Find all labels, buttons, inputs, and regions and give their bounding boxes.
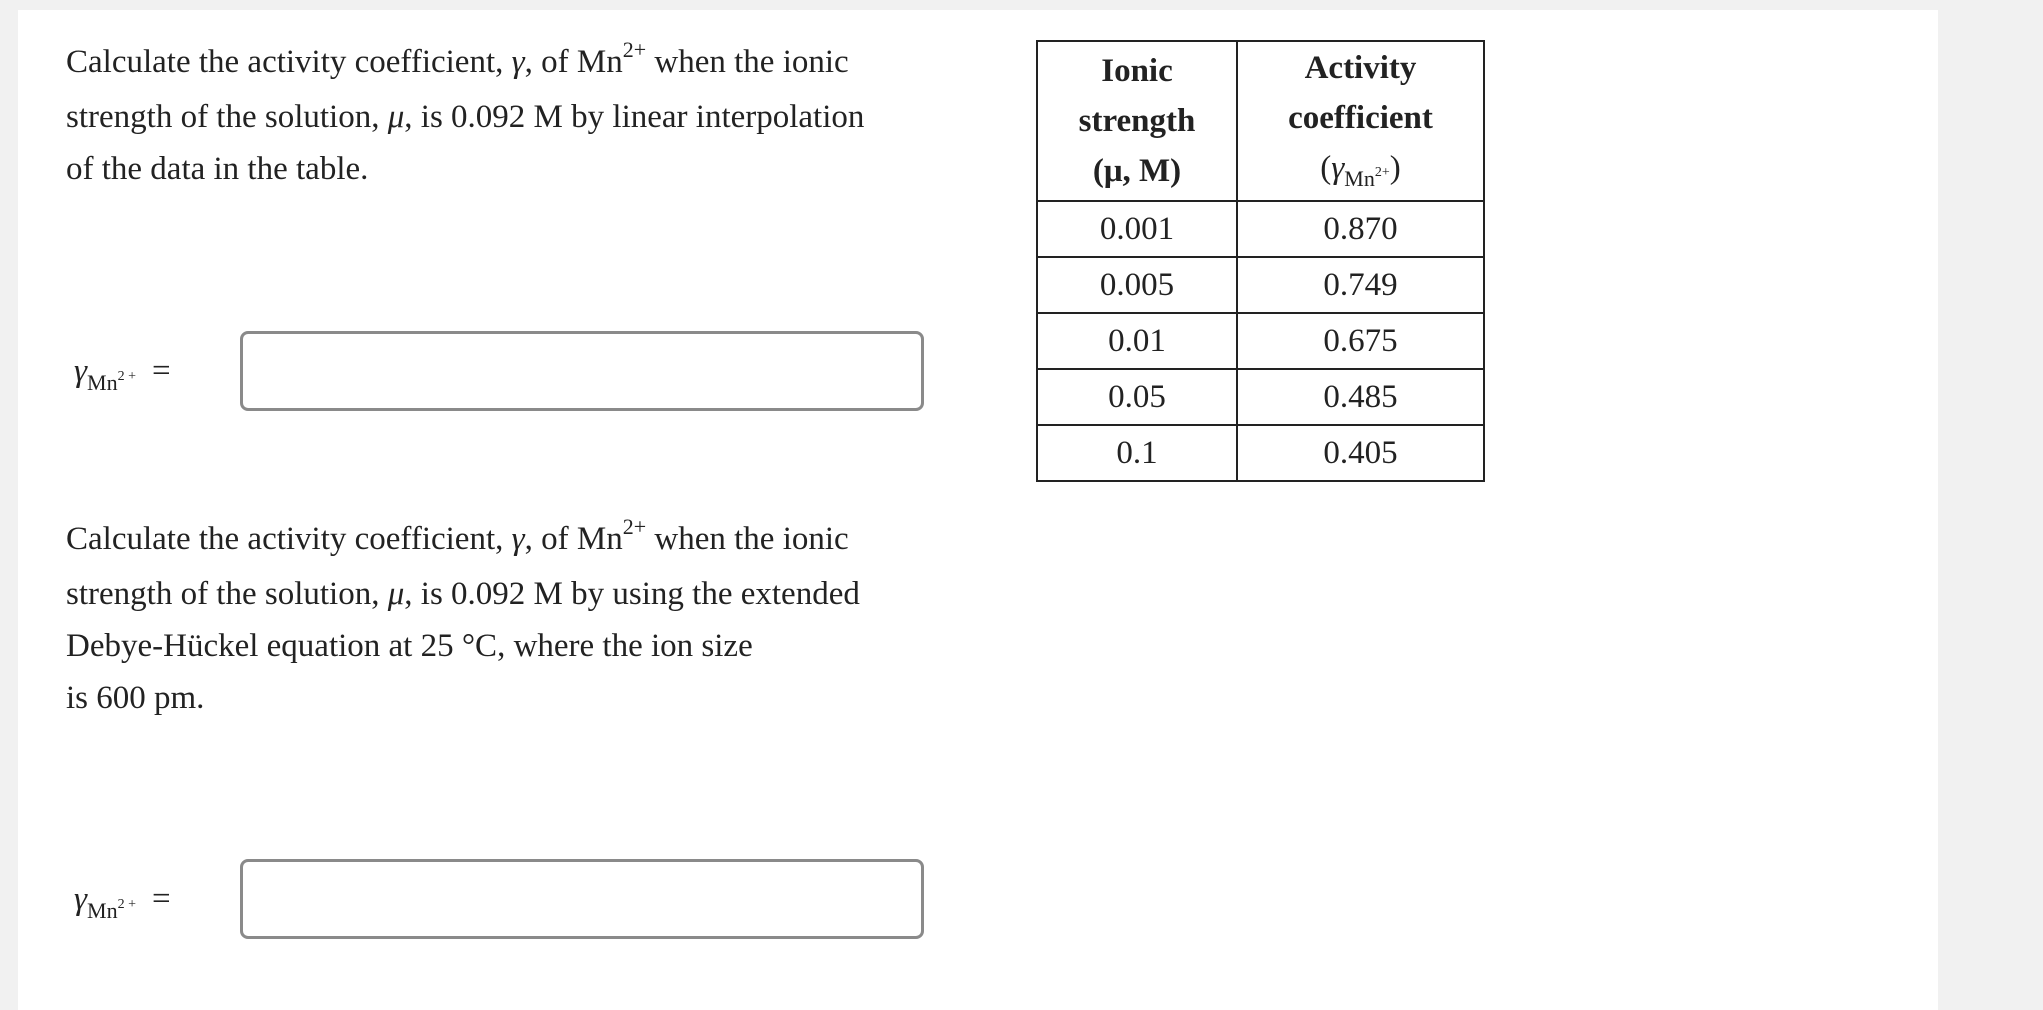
header-text: coefficient — [1288, 99, 1433, 136]
q2-text-part: Calculate the activity coefficient, — [66, 521, 512, 557]
gamma-symbol: γ — [511, 521, 525, 557]
cell-activity-coefficient: 0.485 — [1237, 369, 1484, 425]
charge-superscript: 2+ — [622, 514, 647, 539]
gamma-symbol: γ — [1331, 149, 1345, 186]
equals-sign: = — [151, 880, 171, 917]
gamma-symbol: γ — [511, 44, 525, 80]
question-2-line: Debye-Hückel equation at 25 °C, where the ion size — [66, 628, 753, 664]
q2-text-part: strength of the solution, — [66, 576, 388, 612]
activity-coefficient-table — [1036, 40, 1485, 482]
charge-superscript: 2+ — [1374, 164, 1390, 180]
equals-sign: = — [151, 352, 171, 389]
table-header-row — [1037, 41, 1484, 201]
header-text: Activity — [1304, 49, 1417, 86]
q1-text-part: Calculate the activity coefficient, — [66, 44, 512, 80]
answer-2-row — [74, 856, 924, 942]
question-2-line: is 600 pm. — [66, 680, 205, 716]
header-text: (μ, M) — [1092, 153, 1182, 189]
table-row — [1037, 313, 1484, 369]
answer-2-input[interactable] — [240, 859, 924, 939]
cell-ionic-strength: 0.01 — [1037, 313, 1237, 369]
question-card — [18, 10, 1938, 1010]
table-row — [1037, 425, 1484, 481]
question-2-line — [66, 513, 966, 568]
header-ionic-strength — [1037, 41, 1237, 201]
table-row — [1037, 369, 1484, 425]
q1-text-part: , is 0.092 M by linear interpolation — [404, 99, 865, 135]
cell-activity-coefficient: 0.405 — [1237, 425, 1484, 481]
question-1-text — [66, 36, 966, 195]
cell-activity-coefficient: 0.675 — [1237, 313, 1484, 369]
header-text: Ionic — [1101, 53, 1173, 89]
mu-symbol: μ — [387, 99, 405, 135]
cell-activity-coefficient: 0.749 — [1237, 257, 1484, 313]
question-1-line: of the data in the table. — [66, 151, 369, 187]
answer-1-input[interactable] — [240, 331, 924, 411]
gamma-symbol: γ — [74, 352, 88, 389]
charge-superscript: 2+ — [622, 37, 647, 62]
header-activity-coefficient — [1237, 41, 1484, 201]
mu-symbol: μ — [387, 576, 405, 612]
charge-superscript: 2 + — [117, 896, 136, 912]
subscript — [87, 370, 136, 395]
answer-2-label — [74, 880, 240, 923]
header-text: strength — [1078, 103, 1196, 139]
q1-text-part: strength of the solution, — [66, 99, 388, 135]
q2-text-part: when the ionic — [646, 521, 849, 557]
subscript-text: Mn — [87, 369, 118, 395]
gamma-symbol: γ — [74, 880, 88, 917]
paren-open: ( — [1320, 149, 1332, 186]
cell-ionic-strength: 0.001 — [1037, 201, 1237, 257]
charge-superscript: 2 + — [117, 368, 136, 384]
cell-ionic-strength: 0.05 — [1037, 369, 1237, 425]
subscript-text: Mn — [87, 897, 118, 923]
q2-text-part: , of Mn — [524, 521, 623, 557]
subscript — [87, 898, 136, 923]
table-row — [1037, 257, 1484, 313]
cell-ionic-strength: 0.1 — [1037, 425, 1237, 481]
header-symbol — [1238, 143, 1483, 200]
subscript — [1344, 166, 1389, 191]
question-2-text — [66, 513, 966, 724]
question-1-line — [66, 36, 966, 91]
subscript-text: Mn — [1344, 165, 1375, 191]
q1-text-part: when the ionic — [646, 44, 849, 80]
q2-text-part: , is 0.092 M by using the extended — [404, 576, 860, 612]
table-row — [1037, 201, 1484, 257]
question-2-line — [66, 568, 966, 620]
cell-ionic-strength: 0.005 — [1037, 257, 1237, 313]
cell-activity-coefficient: 0.870 — [1237, 201, 1484, 257]
q1-text-part: , of Mn — [524, 44, 623, 80]
answer-1-row — [74, 328, 924, 414]
paren-close: ) — [1389, 149, 1401, 186]
question-1-line — [66, 91, 966, 143]
answer-1-label — [74, 352, 240, 395]
